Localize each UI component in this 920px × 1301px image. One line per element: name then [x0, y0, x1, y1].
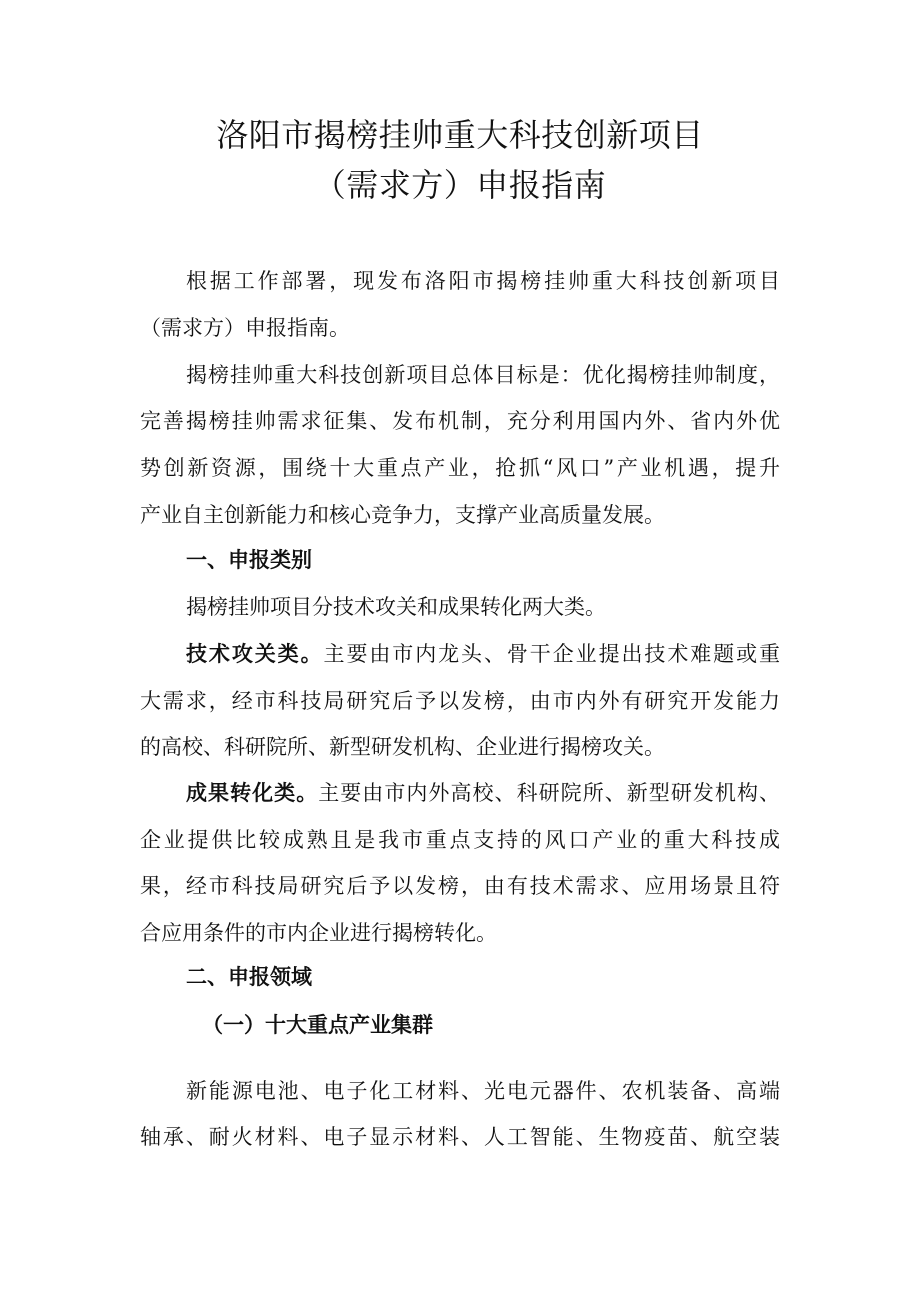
section-2-subheading: （一）十大重点产业集群 — [202, 1013, 433, 1037]
achievement-paragraph-line-1 — [186, 778, 780, 808]
tech-paragraph-line-3: 的高校、科研院所、新型研发机构、企业进行揭榜攻关。 — [140, 735, 665, 759]
industry-list-line-2: 轴承、耐火材料、电子显示材料、人工智能、生物疫苗、航空装 — [140, 1125, 780, 1149]
achievement-paragraph-line-2: 企业提供比较成熟且是我市重点支持的风口产业的重大科技成 — [140, 828, 780, 852]
tech-paragraph-line-1 — [186, 639, 780, 669]
achievement-paragraph-line-3: 果，经市科技局研究后予以发榜，由有技术需求、应用场景且符 — [140, 874, 780, 898]
intro-line-2: （需求方）申报指南。 — [140, 316, 350, 340]
document-title-line-2: （需求方）申报指南 — [313, 166, 607, 204]
tech-paragraph-line-2: 大需求，经市科技局研究后予以发榜，由市内外有研究开发能力 — [140, 689, 780, 713]
tech-paragraph-text-1: 主要由市内龙头、骨干企业提出技术难题或重 — [323, 642, 781, 666]
objective-line-4: 产业自主创新能力和核心竞争力，支撑产业高质量发展。 — [140, 503, 665, 527]
document-title-line-1: 洛阳市揭榜挂帅重大科技创新项目 — [216, 116, 704, 154]
achievement-category-lead: 成果转化类。 — [186, 781, 319, 805]
objective-line-2: 完善揭榜挂帅需求征集、发布机制，充分利用国内外、省内外优 — [140, 409, 780, 433]
achievement-paragraph-line-4: 合应用条件的市内企业进行揭榜转化。 — [140, 921, 497, 945]
intro-line-1: 根据工作部署，现发布洛阳市揭榜挂帅重大科技创新项目 — [186, 269, 780, 293]
section-1-summary: 揭榜挂帅项目分技术攻关和成果转化两大类。 — [186, 595, 606, 619]
tech-category-lead: 技术攻关类。 — [186, 642, 324, 666]
section-1-heading: 一、申报类别 — [186, 548, 312, 572]
section-2-heading: 二、申报领域 — [186, 965, 312, 989]
objective-line-1: 揭榜挂帅重大科技创新项目总体目标是：优化揭榜挂帅制度， — [186, 363, 780, 387]
industry-list-line-1: 新能源电池、电子化工材料、光电元器件、农机装备、高端 — [186, 1079, 780, 1103]
objective-line-3: 势创新资源，围绕十大重点产业，抢抓“风口”产业机遇，提升 — [140, 456, 780, 480]
achievement-paragraph-text-1: 主要由市内外高校、科研院所、新型研发机构、 — [318, 781, 781, 805]
